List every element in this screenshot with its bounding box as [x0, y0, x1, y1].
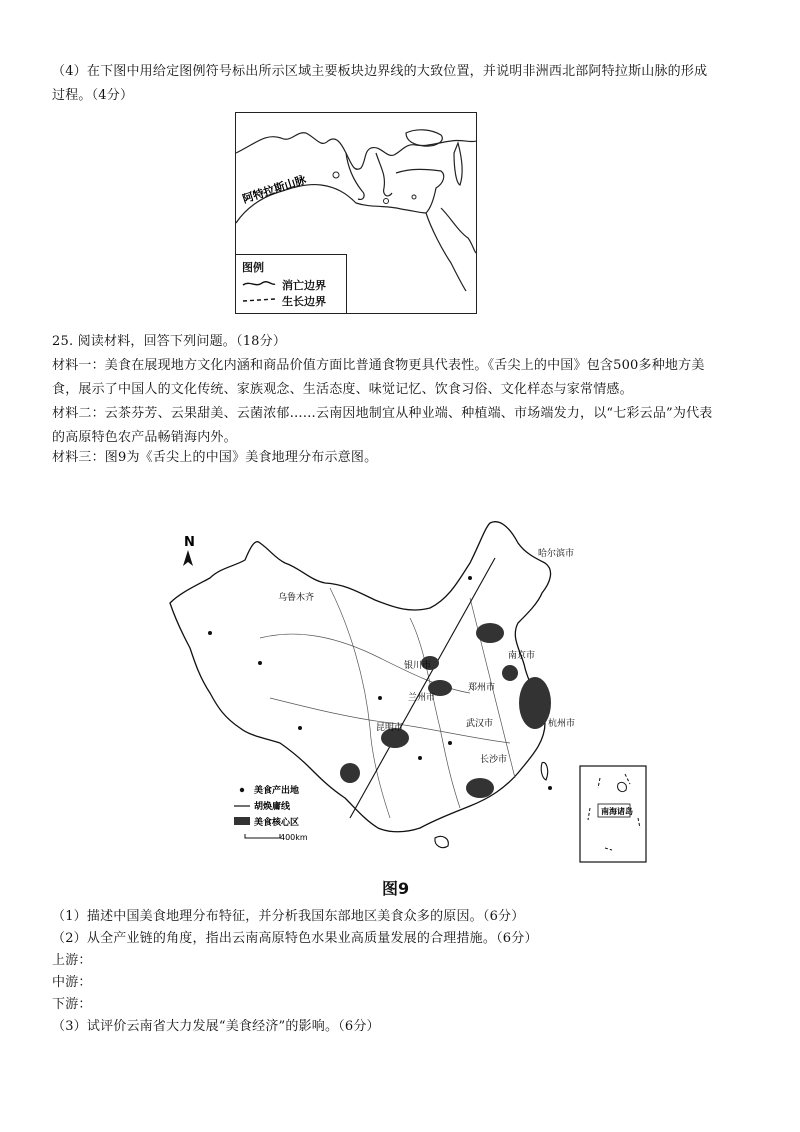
city-label-nanjing: 南京市 — [508, 651, 536, 661]
divergent-boundary-symbol — [242, 295, 276, 305]
city-label-hangzhou: 杭州市 — [548, 719, 576, 729]
downstream-label: 下游： — [52, 997, 92, 1012]
china-food-map — [150, 488, 650, 878]
material-1-line-2: 食，展示了中国人的文化传统、家族观念、生活态度、味觉记忆、饮食习俗、文化样态与家常情感。 — [52, 382, 633, 397]
subquestion-2: （2）从全产业链的角度，指出云南高原特色水果业高质量发展的合理措施。（6分） — [52, 931, 538, 946]
scale-label: 400km — [280, 833, 308, 842]
city-label-wuhan: 武汉市 — [466, 719, 494, 729]
convergent-boundary-symbol — [242, 279, 276, 289]
north-arrow-icon — [183, 550, 193, 566]
map1-legend — [236, 254, 347, 313]
city-label-yinchuan: 银川市 — [404, 661, 432, 671]
atlas-mountains-label: 阿特拉斯山脉 — [240, 173, 308, 206]
legend-food-origin: 美食产出地 — [254, 786, 300, 796]
legend-label-divergent: 生长边界 — [282, 295, 326, 308]
legend-row-convergent — [242, 279, 326, 292]
subquestion-1: （1）描述中国美食地理分布特征，并分析我国东部地区美食众多的原因。（6分） — [52, 909, 525, 924]
material-2-line-2: 的高原特色农产品畅销海内外。 — [52, 430, 237, 445]
midstream-label: 中游： — [52, 975, 92, 990]
inset-label: 南海诸岛 — [601, 807, 633, 816]
city-label-harbin: 哈尔滨市 — [538, 549, 575, 559]
question-25-heading: 25. 阅读材料，回答下列问题。（18分） — [52, 334, 287, 349]
city-label-zhengzhou: 郑州市 — [468, 683, 496, 693]
material-1-line-1: 材料一：美食在展现地方文化内涵和商品价值方面比普通食物更具代表性。《舌尖上的中国》包含500多种地方美 — [52, 358, 705, 373]
legend-hu-line: 胡焕庸线 — [254, 802, 291, 812]
legend-label-convergent: 消亡边界 — [282, 279, 326, 292]
legend-row-divergent — [242, 295, 326, 308]
scale-bar — [245, 834, 280, 838]
material-3: 材料三：图9为《舌尖上的中国》美食地理分布示意图。 — [52, 450, 378, 465]
legend-food-origin-symbol — [240, 788, 244, 792]
upstream-label: 上游： — [52, 953, 92, 968]
question-4-line-2: 过程。（4分） — [52, 88, 134, 103]
question-4-line-1: （4）在下图中用给定图例符号标出所示区域主要板块边界线的大致位置，并说明非洲西北部阿特拉斯山脉的形成 — [52, 64, 708, 79]
figure-caption: 图9 — [382, 879, 410, 898]
material-2-line-1: 材料二：云茶芬芳、云果甜美、云菌浓郁……云南因地制宜从种业端、种植端、市场端发力，以“七彩云品”为代表 — [52, 406, 713, 421]
china-map-drawing — [150, 488, 650, 878]
legend-core-area-symbol — [234, 817, 250, 825]
city-label-changsha: 长沙市 — [480, 755, 508, 765]
legend-title: 图例 — [242, 261, 264, 274]
legend-core-area: 美食核心区 — [254, 818, 300, 828]
subquestion-3: （3）试评价云南省大力发展“美食经济”的影响。（6分） — [52, 1019, 380, 1034]
north-arrow-label: N — [184, 535, 195, 550]
mediterranean-map — [235, 112, 477, 314]
city-label-urumqi: 乌鲁木齐 — [278, 593, 315, 603]
city-label-kunming: 昆明市 — [376, 723, 404, 733]
city-label-lanzhou: 兰州市 — [408, 693, 436, 703]
